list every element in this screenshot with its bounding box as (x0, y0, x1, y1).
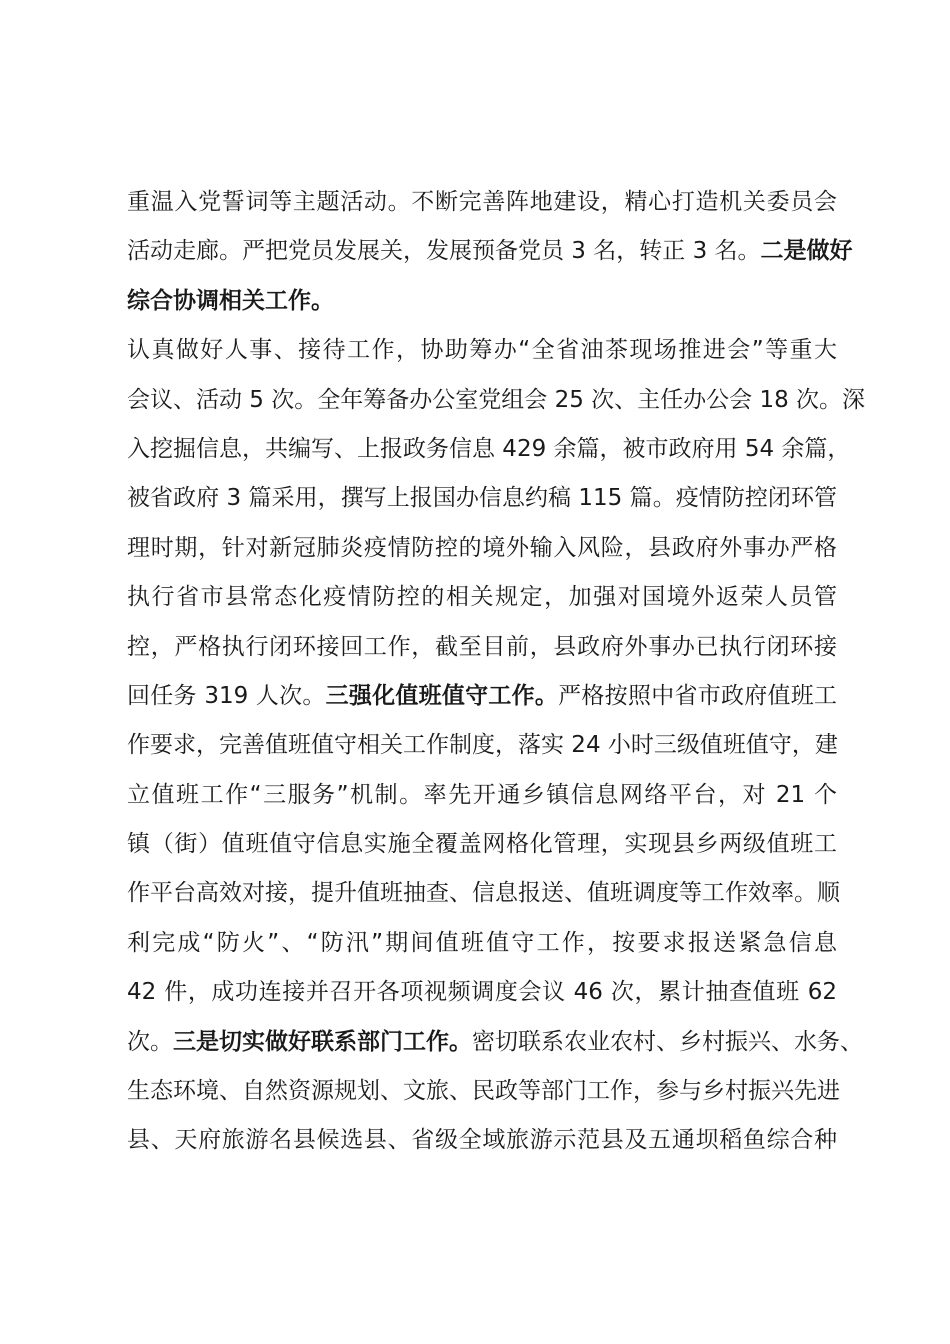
body-text-segment: 重温入党誓词等主题活动。不断完善阵地建设，精心打造机关委员会 (127, 189, 837, 215)
body-text-segment: 回任务 319 人次。 (127, 682, 326, 709)
text-line (127, 573, 837, 622)
body-text-segment: 作平台高效对接，提升值班抽查、信息报送、值班调度等工作效率。顺 (127, 880, 840, 907)
body-text-segment: 次。 (127, 1028, 173, 1055)
body-text-segment: 生态环境、自然资源规划、文旅、民政等部门工作，参与乡村振兴先进 (127, 1078, 840, 1105)
body-text-segment: 42 件，成功连接并召开各项视频调度会议 46 次，累计抽查值班 62 (127, 979, 837, 1006)
text-line (127, 277, 837, 326)
bold-heading-text: 综合协调相关工作。 (127, 287, 334, 314)
body-text-segment: 会议、活动 5 次。全年筹备办公室党组会 25 次、主任办公会 18 次。深 (127, 386, 866, 413)
body-text-segment: 理时期，针对新冠肺炎疫情防控的境外输入风险，县政府外事办严格 (127, 534, 837, 561)
body-text-segment: 镇（街）值班值守信息实施全覆盖网格化管理，实现县乡两级值班工 (127, 831, 837, 858)
text-line (127, 1018, 863, 1067)
bold-heading-text: 三强化值班值守工作。 (325, 682, 559, 709)
text-line (127, 1116, 837, 1165)
text-line (127, 771, 837, 820)
body-text-segment: 活动走廊。严把党员发展关，发展预备党员 3 名，转正 3 名。 (127, 238, 761, 265)
body-text-segment: 密切联系农业农村、乡村振兴、水务、 (472, 1028, 863, 1055)
body-text-segment: 严格按照中省市政府值班工 (558, 682, 838, 709)
text-line (127, 820, 837, 869)
body-text-segment: 作要求，完善值班值守相关工作制度，落实 24 小时三级值班值守，建 (127, 732, 838, 759)
text-line (127, 474, 837, 523)
body-text-segment: 被省政府 3 篇采用，撰写上报国办信息约稿 115 篇。疫情防控闭环管 (127, 485, 837, 512)
text-line (127, 623, 837, 672)
body-text-segment: 立值班工作“三服务”机制。率先开通乡镇信息网络平台，对 21 个 (127, 781, 837, 808)
body-text-segment: 入挖掘信息，共编写、上报政务信息 429 余篇，被市政府用 54 余篇， (127, 435, 851, 462)
text-line (127, 524, 837, 573)
body-text-segment: 认真做好人事、接待工作，协助筹办“全省油茶现场推进会”等重大 (127, 337, 837, 364)
text-line (127, 721, 837, 770)
body-text-segment: 利完成“防火”、“防汛”期间值班值守工作，按要求报送紧急信息 (127, 929, 837, 956)
bold-heading-text: 二是做好 (760, 238, 853, 265)
text-line (127, 326, 837, 375)
text-line (127, 376, 866, 425)
body-text-segment: 执行省市县常态化疫情防控的相关规定，加强对国境外返荣人员管 (127, 584, 837, 611)
bold-heading-text: 三是切实做好联系部门工作。 (173, 1028, 472, 1055)
text-line (127, 968, 837, 1017)
text-line (127, 1067, 840, 1116)
text-line (127, 919, 837, 968)
text-line (127, 672, 837, 721)
text-line (127, 425, 851, 474)
body-text-segment: 县、天府旅游名县候选县、省级全域旅游示范县及五通坝稻鱼综合种 (127, 1127, 837, 1154)
text-line (127, 869, 840, 918)
text-line (127, 227, 853, 276)
text-line (127, 178, 837, 227)
body-text-segment: 控，严格执行闭环接回工作，截至目前，县政府外事办已执行闭环接 (127, 633, 837, 660)
body-text (127, 178, 866, 1166)
